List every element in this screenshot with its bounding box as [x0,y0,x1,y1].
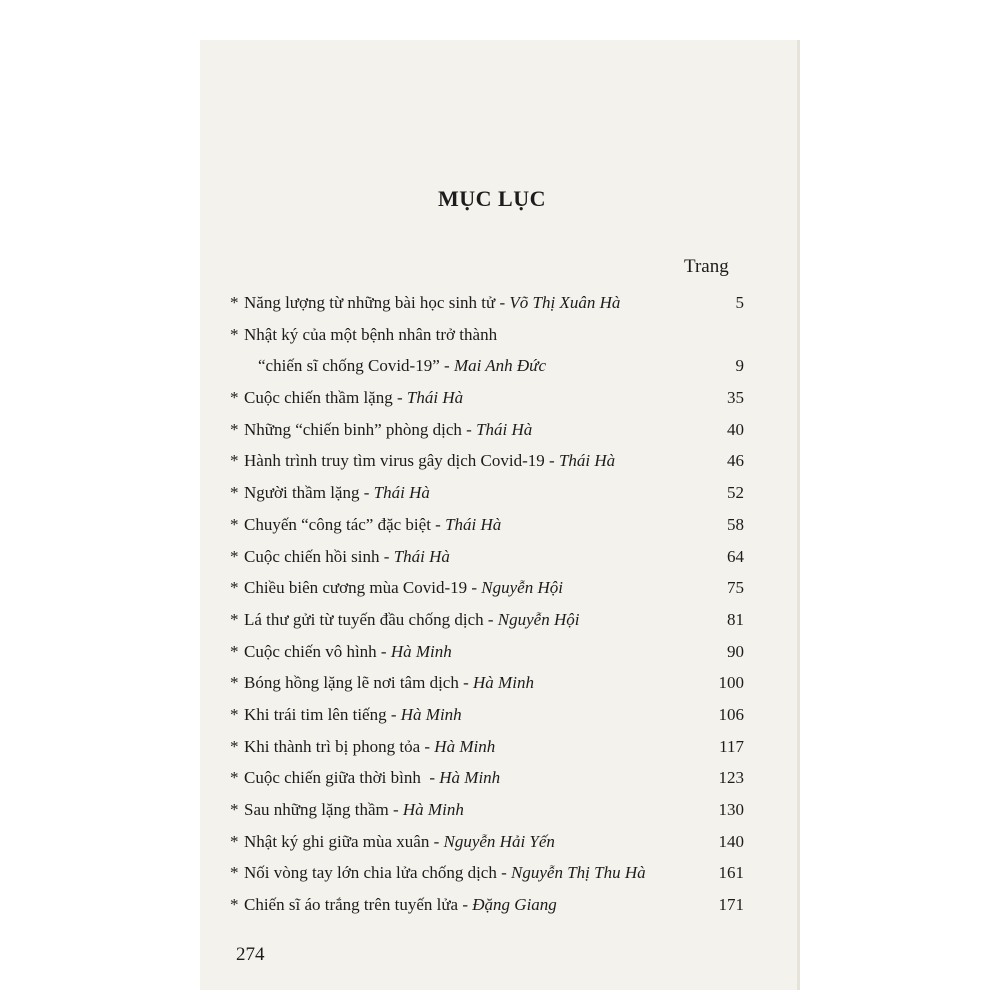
entry-author: Mai Anh Đức [453,356,546,376]
separator: - [379,546,394,566]
separator: - [458,895,473,915]
toc-entry[interactable]: * Cuộc chiến vô hình - Hà Minh 90 [230,637,750,669]
separator: - [458,673,474,693]
separator: - [430,514,446,534]
toc-entry[interactable]: * Khi thành trì bị phong tỏa - Hà Minh 117 [230,732,750,764]
separator: - [467,578,482,598]
separator: - [544,451,559,471]
separator: - [483,609,498,629]
entry-author: Hà Minh [400,704,462,724]
separator: - [376,641,391,661]
entry-author: Nguyễn Hội [497,609,580,629]
entry-page: 35 [727,388,744,408]
entry-author: Hà Minh [439,768,501,788]
entry-page: 117 [719,736,744,756]
toc-entry[interactable]: * Cuộc chiến thầm lặng - Thái Hà 35 [230,383,750,415]
entry-author: Thái Hà [406,388,464,408]
toc-entry[interactable]: * Hành trình truy tìm virus gây dịch Covid-19 - Thái Hà 46 [230,446,750,478]
toc-entry[interactable]: * Bóng hồng lặng lẽ nơi tâm dịch - Hà Minh 100 [230,668,750,700]
separator: - [495,293,510,312]
entry-title: Chuyến “công tác” đặc biệt [244,514,431,534]
page-number: 274 [236,944,265,965]
toc-entry[interactable]: * Khi trái tim lên tiếng - Hà Minh 106 [230,700,750,732]
entry-author: Hà Minh [390,641,452,661]
entry-author: Võ Thị Xuân Hà [509,293,621,312]
entry-page: 64 [727,546,744,566]
entry-page: 46 [727,451,744,471]
entry-title: Chiến sĩ áo trắng trên tuyến lửa [244,895,459,915]
page-column-heading: Trang [684,256,729,277]
toc-entry[interactable]: * Nối vòng tay lớn chia lửa chống dịch - Nguyễn Thị Thu Hà 161 [230,858,750,890]
entry-title: Nối vòng tay lớn chia lửa chống dịch [244,863,497,883]
entry-title: Lá thư gửi từ tuyến đầu chống dịch [244,609,484,629]
toc-entry[interactable]: * Chuyến “công tác” đặc biệt - Thái Hà 58 [230,510,750,542]
entry-author: Thái Hà [476,419,533,439]
entry-author: Thái Hà [373,483,430,503]
entry-author: Nguyễn Hội [481,578,563,598]
entry-author: Thái Hà [393,546,450,566]
entry-page: 81 [727,609,744,629]
entry-title: Cuộc chiến vô hình [244,641,377,661]
entry-author: Nguyễn Hải Yến [443,831,555,851]
entry-title: Khi trái tim lên tiếng [244,704,387,724]
entry-title: Người thầm lặng [244,483,360,503]
entry-title: Khi thành trì bị phong tỏa [244,736,421,756]
toc-entry[interactable]: * Sau những lặng thầm - Hà Minh 130 [230,795,750,827]
separator: - [420,768,440,788]
entry-title: Chiều biên cương mùa Covid-19 [244,578,468,598]
entry-title: Hành trình truy tìm virus gây dịch Covid-19 [244,451,545,471]
entry-page: 171 [718,895,744,915]
entry-title: Những “chiến binh” phòng dịch [244,419,462,439]
entry-title: Nhật ký ghi giữa mùa xuân [244,831,430,851]
toc-entry[interactable]: * Chiều biên cương mùa Covid-19 - Nguyễn Hội 75 [230,573,750,605]
separator: - [388,800,403,819]
entry-title: Nhật ký của một bệnh nhân trở thành [244,324,498,344]
toc-entry[interactable]: * Những “chiến binh” phòng dịch - Thái Hà 40 [230,415,750,447]
entry-author: Hà Minh [402,800,464,819]
entry-page: 40 [727,419,744,439]
entry-author: Đặng Giang [472,895,557,915]
toc-entry[interactable]: * Nhật ký ghi giữa mùa xuân - Nguyễn Hải Yến 140 [230,827,750,859]
separator: - [359,483,374,503]
entry-page: 140 [718,831,744,851]
entry-page: 52 [727,483,744,503]
entry-title: Cuộc chiến thầm lặng [244,388,393,408]
toc-entry[interactable]: * Chiến sĩ áo trắng trên tuyến lửa - Đặng Giang 171 [230,890,750,922]
toc-title: MỤC LỤC [438,186,546,211]
show-through-text [565,55,985,89]
entry-author: Hà Minh [473,673,534,693]
entry-title: Sau những lặng thầm [244,800,389,819]
entry-page: 123 [718,768,744,788]
separator: - [496,863,512,883]
entry-author: Hà Minh [434,736,496,756]
separator: - [392,388,407,408]
toc-entry[interactable]: * Lá thư gửi từ tuyến đầu chống dịch - Nguyễn Hội 81 [230,605,750,637]
entry-page: 5 [735,293,744,312]
separator: - [429,831,444,851]
separator: - [386,704,401,724]
entry-title: Năng lượng từ những bài học sinh tử [244,293,496,312]
entry-page: 106 [718,704,744,724]
entry-title: Cuộc chiến giữa thời bình [244,768,421,788]
toc-entry[interactable]: * Cuộc chiến giữa thời bình - Hà Minh 123 [230,763,750,795]
entry-page: 100 [718,673,744,693]
entry-title: Bóng hồng lặng lẽ nơi tâm dịch [244,673,459,693]
separator: - [439,356,454,376]
entry-page: 161 [718,863,744,883]
entry-author: Thái Hà [445,514,502,534]
entry-title: Cuộc chiến hồi sinh [244,546,380,566]
entry-page: 9 [735,356,744,376]
separator: - [461,419,477,439]
entry-page: 90 [727,641,744,661]
entry-page: 130 [718,800,744,819]
entry-page: 58 [727,514,744,534]
toc-entry[interactable]: * Cuộc chiến hồi sinh - Thái Hà 64 [230,542,750,574]
toc-entry[interactable]: * Nhật ký của một bệnh nhân trở thành “chiến sĩ chống Covid-19” - Mai Anh Đức 9 [230,320,750,383]
toc-list [230,288,750,922]
entry-author: Thái Hà [558,451,616,471]
toc-entry[interactable]: * Người thầm lặng - Thái Hà 52 [230,478,750,510]
toc-entry[interactable]: * Năng lượng từ những bài học sinh tử - Võ Thị Xuân Hà 5 [230,288,750,320]
entry-title-line2: “chiến sĩ chống Covid-19” [258,356,440,376]
entry-page: 75 [727,578,744,598]
separator: - [420,736,435,756]
entry-author: Nguyễn Thị Thu Hà [511,863,646,883]
